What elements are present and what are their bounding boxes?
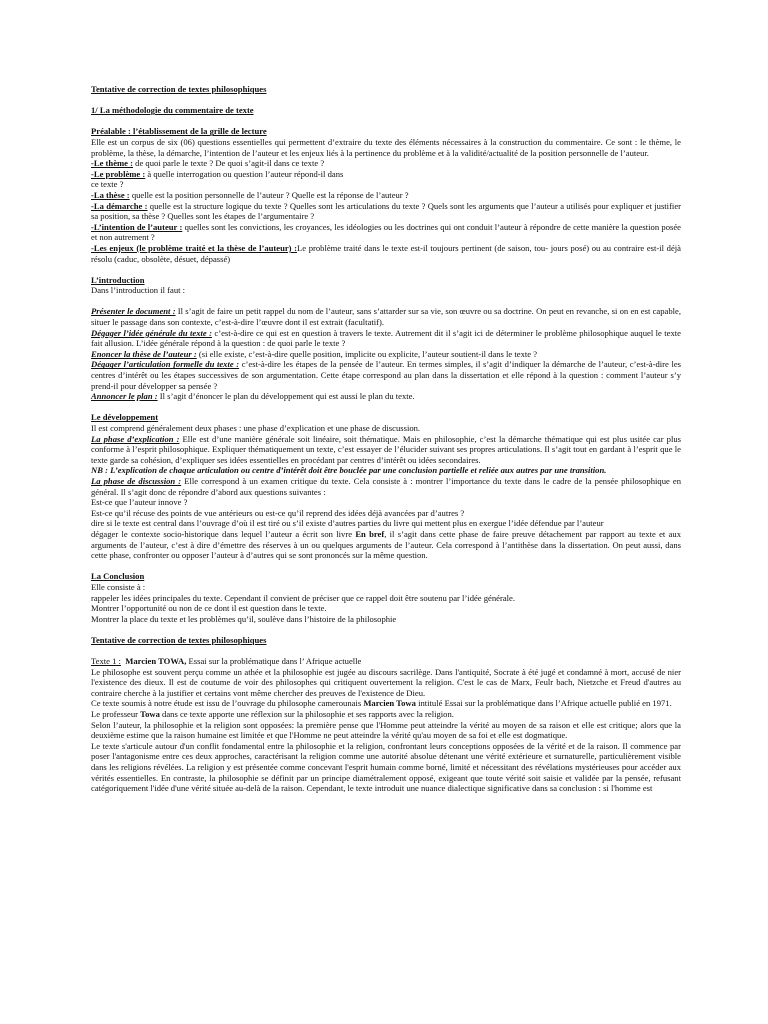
intro-item-articulation bbox=[91, 359, 681, 391]
conclusion-line: Montrer la place du texte et les problèmes qu’il, soulève dans l’histoire de la philosophie bbox=[91, 613, 397, 624]
document-title-2: Tentative de correction de textes philosophiques bbox=[91, 634, 267, 645]
item-text: de quoi parle le texte ? De quoi s’agit-il dans ce texte ? bbox=[133, 158, 325, 169]
item-label: -Le problème : bbox=[91, 168, 146, 179]
conclusion-line: Elle consiste à : bbox=[91, 581, 146, 592]
grille-item-probleme-cont bbox=[91, 179, 681, 190]
conclusion-line: Montrer l’opportunité ou non de ce dont il est question dans le texte. bbox=[91, 603, 327, 614]
prealable-heading: Préalable : l’établissement de la grille de lecture bbox=[91, 126, 267, 137]
text-run: Ce texte soumis à notre étude est issu de l’ouvrage du philosophe camerounais bbox=[91, 698, 364, 709]
texte-work: Essai sur la problématique dans l’ Afrique actuelle bbox=[186, 656, 362, 667]
text-run: , il s’agit dans cette phase de faire preuve détachement par rapport au texte et aux arguments de l’auteur, c’est à dire d’émettre des réserves à un ou quelques arguments de l’auteur. Cela correspond à l’antithèse dans la dissertation. On peut aussi, dans cette phase, confronter ou opposer l’auteur à d’autres qui se sont prononcés sur la même question. bbox=[91, 528, 681, 561]
text-run: intitulé Essai sur la problématique dans l’Afrique actuelle publié en 1971. bbox=[415, 698, 672, 709]
item-text: à quelle interrogation ou question l’auteur répond-il dans bbox=[145, 168, 344, 179]
texte-label: Texte 1 : bbox=[91, 656, 121, 667]
item-text: quelle est la position personnelle de l’auteur ? Quelle est la réponse de l’auteur ? bbox=[129, 189, 409, 200]
nb-note: NB : L’explication de chaque articulation ou centre d’intérêt doit être bouclée par une conclusion partielle et reliée aux autres par une transition. bbox=[91, 465, 607, 476]
item-label: Dégager l’idée générale du texte : bbox=[91, 327, 212, 338]
document-title: Tentative de correction de textes philosophiques bbox=[91, 84, 267, 94]
developpement-lead: Il est comprend généralement deux phases : une phase d’explication et une phase de discussion. bbox=[91, 423, 421, 433]
document-page bbox=[91, 84, 681, 794]
item-label: -La démarche : bbox=[91, 200, 148, 211]
section-heading-methodology: 1/ La méthodologie du commentaire de texte bbox=[91, 105, 254, 116]
conclusion-heading: La Conclusion bbox=[91, 571, 145, 582]
author-name: Towa bbox=[140, 709, 160, 720]
item-text: quelle est la structure logique du texte ? Quelles sont les articulations du texte ? Quels sont les arguments que l’auteur a utilisés pour expliquer et justifier sa position, sa thèse ? Quelles sont les étapes de l’argumentaire ? bbox=[91, 200, 681, 222]
prealable-intro: Elle est un corpus de six (06) questions essentielles qui permettent d’extraire du texte des éléments nécessaires à la construction du commentaire. Ce sont : le thème, le problème, la thèse, la démarche, l’intention de l’auteur et les enjeux liés à la pertinence du problème et à la validité/actualité de la position personnelle de l’auteur. bbox=[91, 136, 681, 158]
item-text: Il s’agit de faire un petit rappel du nom de l’auteur, sans s’attarder sur sa vie, son œuvre ou sa doctrine. On peut en revanche, si on en est capable, situer le passage dans son contexte, c’est-à-dire l’œuvre dont il est extrait (facultatif). bbox=[91, 306, 681, 328]
intro-item-presenter bbox=[91, 306, 681, 327]
developpement-heading: Le développement bbox=[91, 412, 159, 423]
grille-item-probleme bbox=[91, 169, 681, 180]
discussion-question-4 bbox=[91, 529, 681, 561]
en-bref: En bref bbox=[355, 528, 385, 539]
phase-explication bbox=[91, 434, 681, 466]
texte1-paragraph-2 bbox=[91, 698, 681, 709]
grille-item-enjeux bbox=[91, 243, 681, 264]
intro-item-idee-generale bbox=[91, 328, 681, 349]
texte1-paragraph-5: Le texte s'articule autour d'un conflit fondamental entre la philosophie et la religion, confrontant leurs conceptions opposées de la vérité et de la raison. Il commence par poser l'antagonisme entre ces deux approches, caractérisant la religion comme une autorité absolue détenant une vérité extérieure et surnaturelle, particulièrement visible dans les religions révélées. La religion y est présentée comme concevant l'esprit humain comme borné, limité et nécessitant des révélations mystérieuses pour accéder aux vérités essentielles. En contraste, la philosophie se définit par un principe diamétralement opposé, exigeant que toute vérité soit saisie et validée par la pensée, refusant catégoriquement l'idée d'une vérité située au-delà de la raison. Cependant, le texte introduit une nuance dialectique significative dans sa conclusion : si l'homme est bbox=[91, 740, 681, 794]
texte1-paragraph-1: Le philosophe est souvent perçu comme un athée et la philosophie est jugée au discours sacrilège. Dans l'antiquité, Socrate à été jugé et condamné à mort, accusé de nier l'existence des dieux. Il est de coutume de voir des philosophes qui critiquent ouvertement la religion. C'est le cas de Marx, Feulr bach, Nietzche et Freud d'autres au contraire cherche à la justifier et certains vont même chercher des preuves de l'existence de Dieu. bbox=[91, 666, 681, 698]
texte-author: Marcien TOWA, bbox=[125, 656, 187, 667]
phase-text: Elle est d’une manière générale soit linéaire, soit thématique. Mais en philosophie, c’est la démarche thématique qui est plus usitée car plus conforme à l’esprit philosophique. Expliquer thématiquement un texte, c’est essayer de l’élucider suivant ses propres articulations. Il s’agit tout en gardant à l’esprit que le texte garde sa cohésion, d’expliquer ses idées essentielles en procédant par centres d’intérêt ou idées secondaires. bbox=[91, 433, 681, 465]
item-label: Annoncer le plan : bbox=[91, 391, 158, 402]
grille-item-demarche bbox=[91, 201, 681, 222]
grille-item-theme bbox=[91, 158, 681, 169]
phase-text: Elle correspond à un examen critique du texte. Cela consiste à : montrer l’importance du texte dans le cadre de la pensée philosophique en général. Il s’agit donc de répondre d’abord aux questions suivantes : bbox=[91, 475, 682, 497]
item-label: -La thèse : bbox=[91, 189, 130, 200]
discussion-question-2: Est-ce qu’il récuse des points de vue antérieurs ou est-ce qu’il reprend des idées déjà avancées par d’autres ? bbox=[91, 507, 465, 518]
texte1-paragraph-4: Selon l’auteur, la philosophie et la religion sont opposées: la première pense que l'Homme peut atteindre la vérité au moyen de sa raison et elle est critique; alors que la deuxième estime que la raison humaine est limitée et que l'Homme ne peut atteindre la vérité qu'au moyen de sa foi et elle est dogmatique. bbox=[91, 719, 681, 741]
conclusion-line: rappeler les idées principales du texte. Cependant il convient de préciser que ce rappel doit être soutenu par l’idée générale. bbox=[91, 592, 516, 603]
grille-item-these bbox=[91, 190, 681, 201]
grille-item-intention bbox=[91, 222, 681, 243]
item-label: Enoncer la thèse de l’auteur : bbox=[91, 348, 197, 359]
texte1-paragraph-3 bbox=[91, 709, 681, 720]
phase-discussion bbox=[91, 476, 681, 497]
item-text: c’est-à-dire ce qui est en question à travers le texte. Autrement dit il s’agit ici de déterminer le problème philosophique auquel le texte fait allusion. L’idée générale répond à la question : de quoi parle le texte ? bbox=[91, 327, 681, 349]
discussion-question-1: Est-ce que l’auteur innove ? bbox=[91, 497, 188, 508]
item-label: -Le thème : bbox=[91, 158, 133, 169]
text-run: Le professeur bbox=[91, 709, 141, 720]
text-run: dégager le contexte socio-historique dans lequel l’auteur a écrit son livre bbox=[91, 528, 356, 539]
phase-label: La phase d’explication : bbox=[91, 433, 180, 444]
phase-label: La phase de discussion : bbox=[91, 475, 182, 486]
item-text: (si elle existe, c’est-à-dire quelle position, implicite ou explicite, l’auteur soutient-il dans le texte ? bbox=[196, 348, 538, 359]
author-name: Marcien Towa bbox=[363, 698, 416, 709]
item-text: c’est-à-dire les étapes de la pensée de l’auteur. En termes simples, il s’agit d’indiquer la démarche de l’auteur, c’est-à-dire les centres d’intérêt ou les étapes successives de son argumentation. Cette étape correspond au plan dans la dissertation et elle répond à la question : comment l’auteur s’y prend-il pour développer sa pensée ? bbox=[91, 359, 681, 391]
item-text: Le problème traité dans le texte est-il toujours pertinent (de saison, tou- jours posé) ou au contraire est-il déjà résolu (caduc, obsolète, désuet, dépassé) bbox=[91, 242, 681, 264]
intro-item-plan bbox=[91, 391, 681, 402]
discussion-question-3: dire si le texte est central dans l’ouvrage d’où il est tiré ou s’il existe d’autres parties du livre qui mettent plus en exergue l’idée défendue par l’auteur bbox=[91, 518, 604, 529]
introduction-lead: Dans l’introduction il faut : bbox=[91, 285, 186, 296]
item-text: quelles sont les convictions, les croyances, les idéologies ou les doctrines qui ont conduit l’auteur à répondre de cette manière la question posée et non autrement ? bbox=[91, 221, 681, 243]
intro-item-these bbox=[91, 349, 681, 360]
item-label: Dégager l’articulation formelle du texte : bbox=[91, 359, 240, 370]
item-label: -L’intention de l’auteur : bbox=[91, 221, 183, 232]
text-run: dans ce texte apporte une réflexion sur la philosophie et ses rapports avec la religion. bbox=[159, 709, 454, 720]
item-text: Il s’agit d’énoncer le plan du développement qui est aussi le plan du texte. bbox=[157, 391, 415, 402]
item-label: Présenter le document : bbox=[91, 306, 176, 317]
item-text: ce texte ? bbox=[91, 179, 124, 190]
introduction-heading: L’introduction bbox=[91, 274, 145, 285]
item-label: -Les enjeux (le problème traité et la thèse de l’auteur) : bbox=[91, 242, 298, 253]
texte1-reference bbox=[91, 656, 681, 667]
